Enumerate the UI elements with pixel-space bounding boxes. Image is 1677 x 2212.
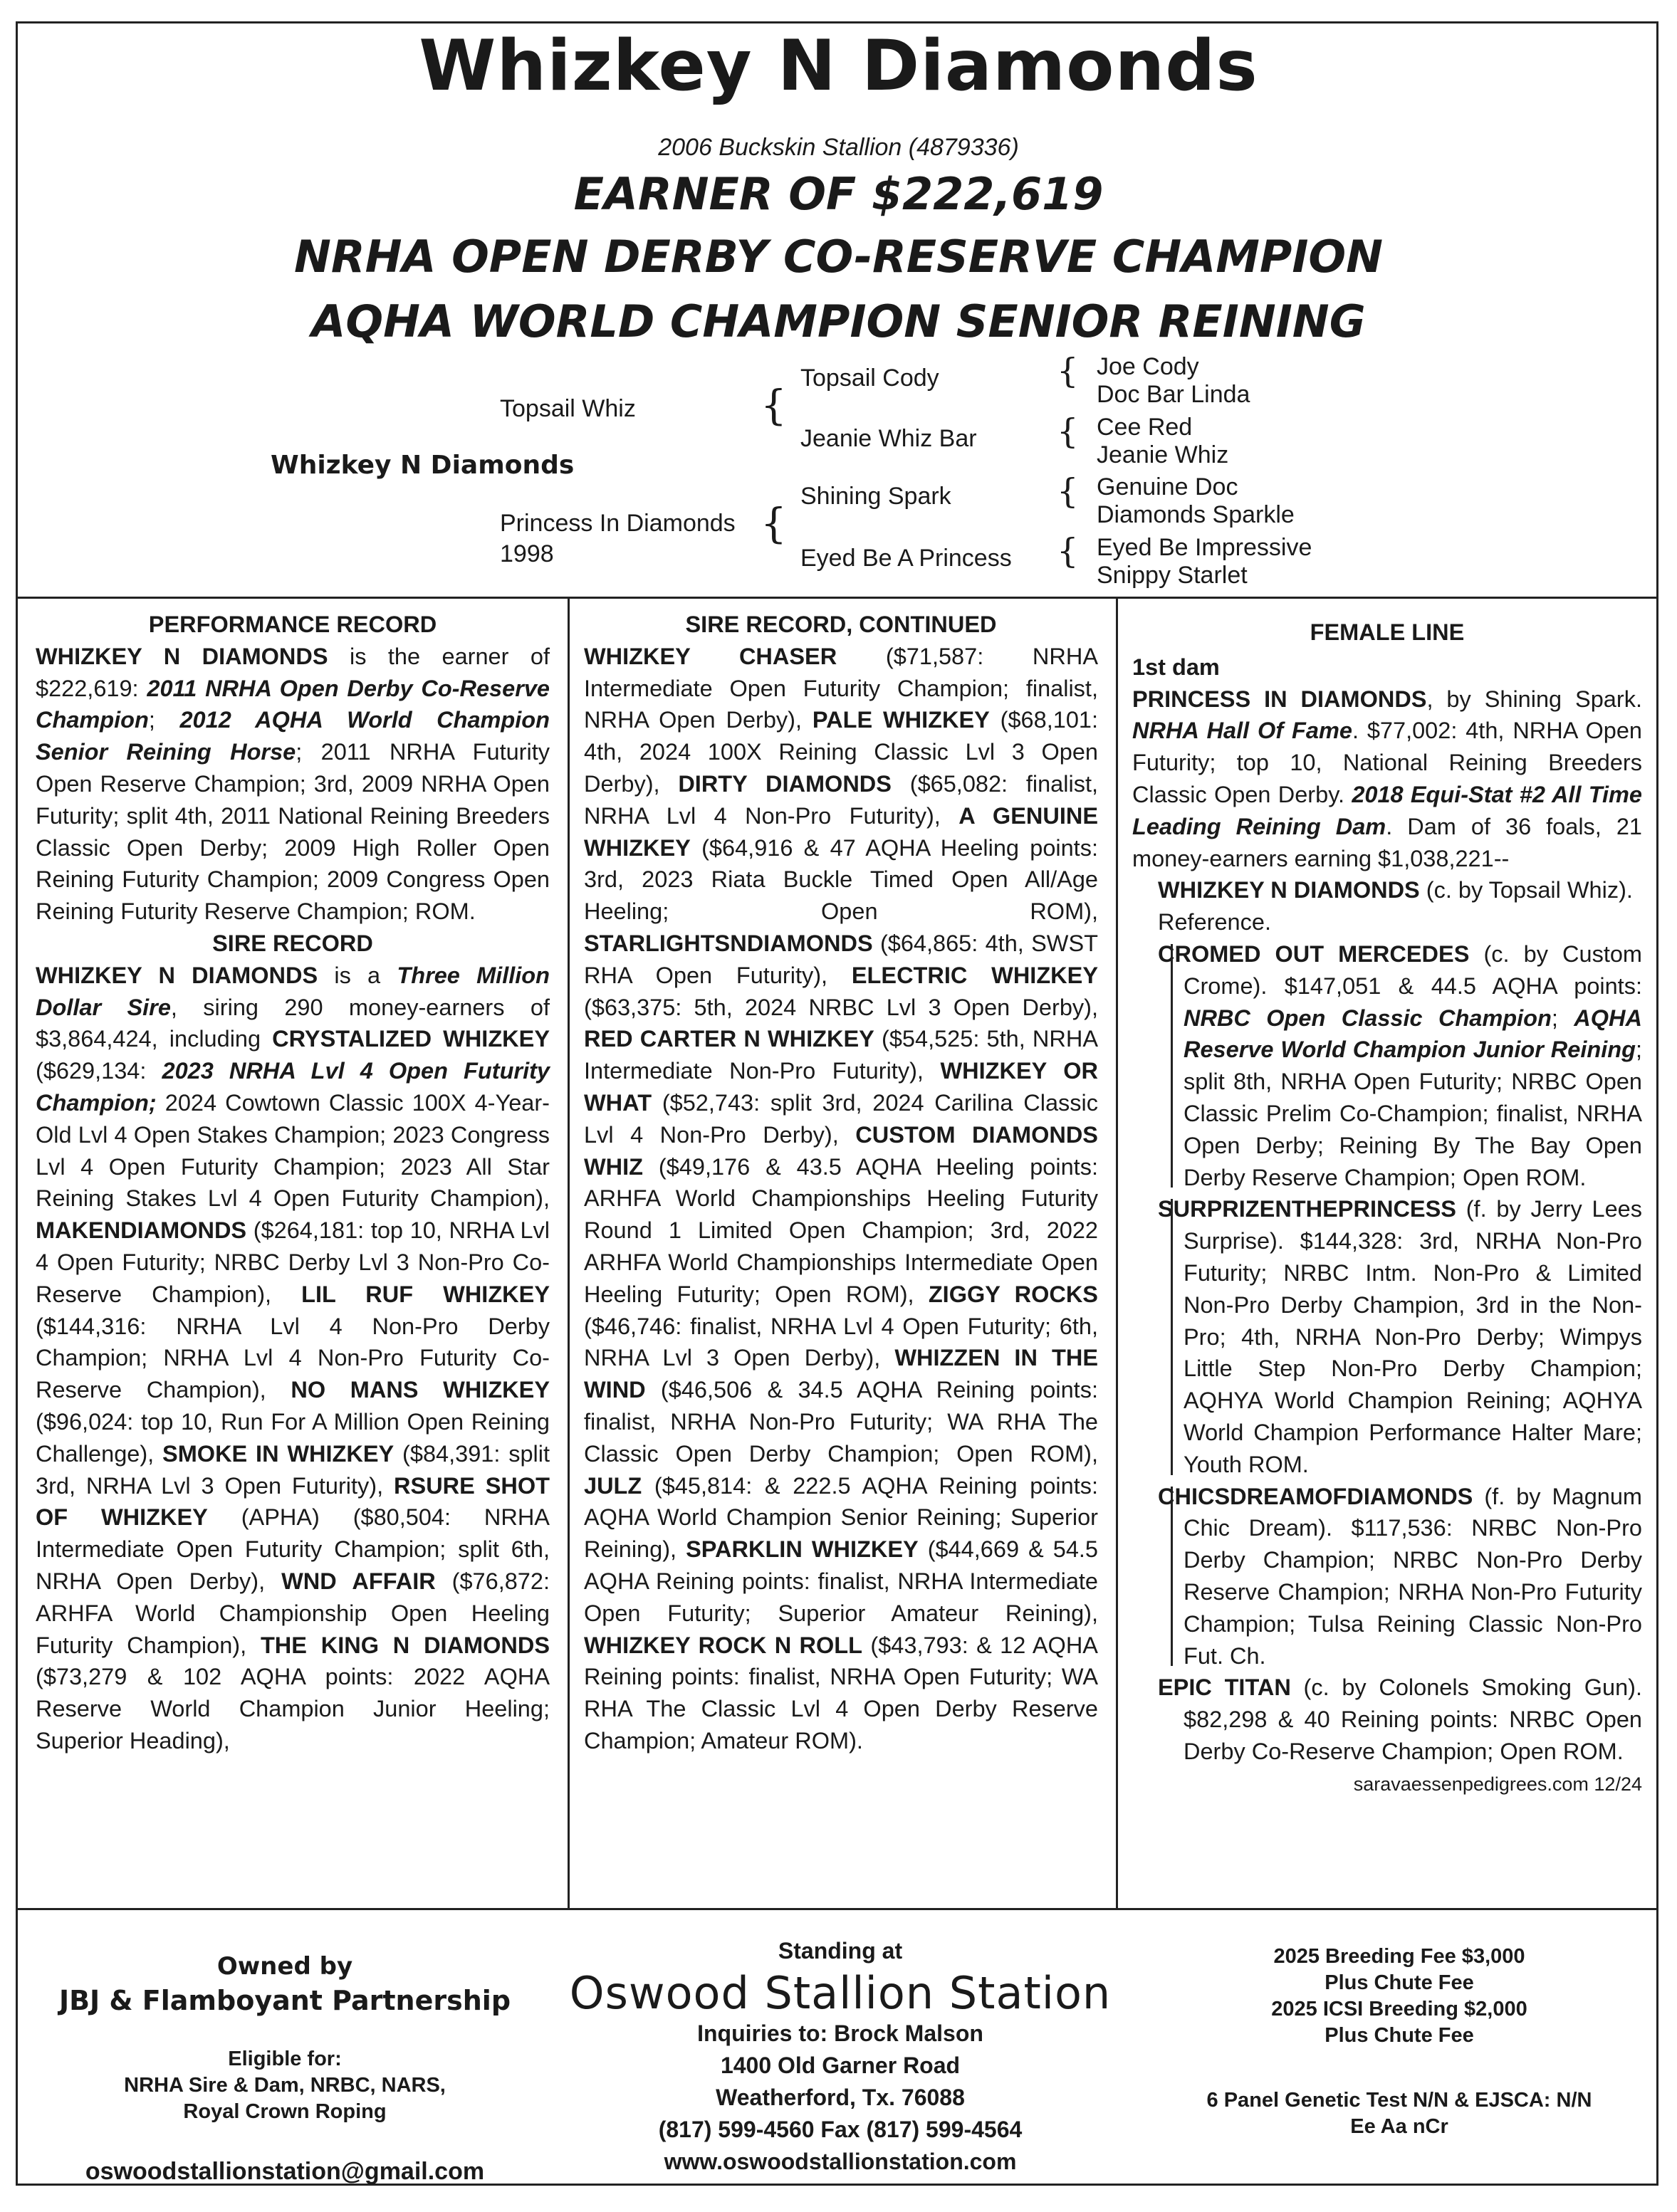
footer-divider	[16, 1908, 1658, 1910]
icsi-fee: 2025 ICSI Breeding $2,000	[1271, 1998, 1527, 2020]
first-dam-label: 1st dam	[1132, 654, 1220, 680]
fee-block	[1139, 1945, 1659, 2139]
breeding-fee-note: Plus Chute Fee	[1325, 1971, 1474, 1994]
offspring-5: EPIC TITAN (c. by Colonels Smoking Gun). $82,298 & 40 Reining points: NRBC Open Derby Co-Reserve Champion; Open ROM.	[1158, 1674, 1642, 1764]
pedigree-dam-sire: Shining Spark	[800, 483, 951, 510]
earnings-headline: EARNER OF $222,619	[573, 168, 1104, 220]
pedigree-credit: saravaessenpedigrees.com 12/24	[1353, 1773, 1642, 1795]
horse-description: 2006 Buckskin Stallion (4879336)	[658, 134, 1019, 161]
sire-record-heading: SIRE RECORD	[212, 930, 373, 956]
pedigree-dam: Princess In Diamonds	[500, 510, 736, 537]
header-divider	[16, 597, 1658, 599]
station-address-1: 1400 Old Garner Road	[720, 2053, 961, 2078]
sire-continued-text: WHIZKEY CHASER ($71,587: NRHA Intermediate Open Futurity Champion; finalist, NRHA Open Derby), PALE WHIZKEY ($68,101: 4th, 2024 100X Reining Classic Lvl 3 Open Derby), DIRTY DIAMONDS ($65,082: finalist, NRHA Lvl 4 Non-Pro Futurity), A GENUINE WHIZKEY ($64,916 & 47 AQHA Heeling points: 3rd, 2023 Riata Buckle Timed Open All/Age Heeling; Open ROM), STARLIGHTSNDIAMONDS ($64,865: 4th, SWST RHA Open Futurity), ELECTRIC WHIZKEY ($63,375: 5th, 2024 NRBC Lvl 3 Open Derby), RED CARTER N WHIZKEY ($54,525: 5th, NRHA Intermediate Non-Pro Futurity), WHIZKEY OR WHAT ($52,743: split 3rd, 2024 Carilina Classic Lvl 4 Non-Pro Derby), CUSTOM DIAMONDS WHIZ ($49,176 & 43.5 AQHA Heeling points: ARHFA World Championships Heeling Futurity Round 1 Limited Open Champion; 3rd, 2022 ARHFA World Championships Intermediate Open Heeling Futurity; Open ROM), ZIGGY ROCKS ($46,746: finalist, NRHA Lvl 4 Open Futurity; 6th, NRHA Lvl 3 Open Derby), WHIZZEN IN THE WIND ($46,506 & 34.5 AQHA Reining points: finalist, NRHA Non-Pro Futurity; WA RHA The Classic Open Derby Champion; Open ROM), JULZ ($45,814: & 222.5 AQHA Reining points: AQHA World Champion Senior Reining; Superior Reining), SPARKLIN WHIZKEY ($44,669 & 54.5 AQHA Reining points: finalist, NRHA Intermediate Open Futurity; Superior Amateur Reining), WHIZKEY ROCK N ROLL ($43,793: & 12 AQHA Reining points: finalist, NRHA Open Futurity; WA RHA The Classic Lvl 4 Open Derby Reserve Champion; Amateur ROM).	[584, 643, 1099, 1754]
sire-record-text: WHIZKEY N DIAMONDS is a Three Million Dollar Sire, siring 290 money-earners of $3,864,424, including CRYSTALIZED WHIZKEY ($629,134: 2023 NRHA Lvl 4 Open Futurity Champion; 2024 Cowtown Classic 100X 4-Year-Old Lvl 4 Open Stakes Champion; 2023 Congress Lvl 4 Open Futurity Champion; 2023 All Star Reining Stakes Lvl 4 Open Futurity Champion), MAKENDIAMONDS ($264,181: top 10, NRHA Lvl 4 Open Futurity; NRBC Derby Lvl 3 Non-Pro Co-Reserve Champion), LIL RUF WHIZKEY ($144,316: NRHA Lvl 4 Non-Pro Derby Champion; NRHA Lvl 4 Non-Pro Futurity Co-Reserve Champion), NO MANS WHIZKEY ($96,024: top 10, Run For A Million Open Reining Challenge), SMOKE IN WHIZKEY ($84,391: split 3rd, NRHA Lvl 3 Open Futurity), RSURE SHOT OF WHIZKEY (APHA) ($80,504: NRHA Intermediate Open Futurity Champion; split 6th, NRHA Open Derby), WND AFFAIR ($76,872: ARHFA World Championship Open Heeling Futurity Champion), THE KING N DIAMONDS ($73,279 & 102 AQHA points: 2022 AQHA Reserve World Champion Junior Heeling; Superior Heading),	[36, 962, 550, 1754]
pedigree-brace-sire: {	[761, 381, 787, 429]
standing-at-label: Standing at	[778, 1938, 903, 1964]
pedigree-g6: Diamonds Sparkle	[1097, 501, 1295, 528]
pedigree-sire-dam: Jeanie Whiz Bar	[800, 425, 977, 452]
pedigree-g8: Snippy Starlet	[1097, 562, 1248, 589]
station-phone: (817) 599-4560 Fax (817) 599-4564	[658, 2117, 1023, 2142]
pedigree-g3: Cee Red	[1097, 414, 1193, 441]
pedigree-sire: Topsail Whiz	[500, 395, 636, 422]
owner-name: JBJ & Flamboyant Partnership	[58, 1985, 511, 2016]
sire-continued-column	[584, 609, 1098, 1757]
station-name: Oswood Stallion Station	[569, 1967, 1112, 2019]
pedigree-dam-dam: Eyed Be A Princess	[800, 545, 1012, 572]
pedigree-brace-g3: {	[1057, 471, 1079, 511]
owned-by-label: Owned by	[216, 1952, 353, 1981]
female-line-column	[1132, 617, 1642, 1798]
pedigree-sire-sire: Topsail Cody	[800, 365, 939, 392]
breeding-fee: 2025 Breeding Fee $3,000	[1273, 1945, 1525, 1968]
derby-headline: NRHA OPEN DERBY CO-RESERVE CHAMPION	[294, 231, 1383, 283]
first-dam-text: PRINCESS IN DIAMONDS, by Shining Spark. NRHA Hall Of Fame. $77,002: 4th, NRHA Open Futurity; top 10, National Reining Breeders Classic Open Derby. 2018 Equi-Stat #2 All Time Leading Reining Dam. Dam of 36 foals, 21 money-earners earning $1,038,221--	[1132, 686, 1643, 871]
station-website[interactable]: www.oswoodstallionstation.com	[664, 2149, 1017, 2174]
pedigree-brace-g1: {	[1057, 351, 1079, 391]
offspring-3-rule	[1171, 1199, 1173, 1474]
pedigree-g7: Eyed Be Impressive	[1097, 534, 1312, 561]
performance-heading: PERFORMANCE RECORD	[148, 612, 437, 637]
eligible-line-2: Royal Crown Roping	[183, 2100, 387, 2123]
column-divider-2	[1116, 597, 1118, 1908]
pedigree-g2: Doc Bar Linda	[1097, 381, 1250, 408]
offspring-4: CHICSDREAMOFDIAMONDS (f. by Magnum Chic Dream). $117,536: NRBC Non-Pro Derby Champion; NRBC Non-Pro Derby Reserve Champion; NRHA Non-Pro Futurity Champion; Tulsa Reining Classic Non-Pro Fut. Ch.	[1158, 1483, 1642, 1669]
world-champion-headline: AQHA WORLD CHAMPION SENIOR REINING	[311, 295, 1366, 347]
pedigree-subject: Whizkey N Diamonds	[271, 451, 575, 480]
offspring-3: SURPRIZENTHEPRINCESS (f. by Jerry Lees Surprise). $144,328: 3rd, NRHA Non-Pro Futurity; NRBC Intm. Non-Pro & Limited Non-Pro Derby Champion, 3rd in the Non-Pro; 4th, NRHA Non-Pro Derby; Wimpys Little Step Non-Pro Derby Champion; AQHYA World Champion Reining; AQHYA World Champion Performance Halter Mare; Youth ROM.	[1158, 1196, 1642, 1477]
pedigree-g1: Joe Cody	[1097, 353, 1199, 380]
offspring-4-rule	[1171, 1487, 1173, 1667]
owner-email[interactable]: oswoodstallionstation@gmail.com	[85, 2158, 485, 2185]
sire-continued-heading: SIRE RECORD, CONTINUED	[685, 612, 997, 637]
pedigree-brace-g4: {	[1057, 531, 1079, 571]
performance-column	[36, 609, 550, 1757]
offspring-2: CROMED OUT MERCEDES (c. by Custom Crome). $147,051 & 44.5 AQHA points: NRBC Open Classic Champion; AQHA Reserve World Champion Junior Reining; split 8th, NRHA Open Futurity; NRBC Open Classic Prelim Co-Champion; finalist, NRHA Open Derby; Reining By The Bay Open Derby Reserve Champion; Open ROM.	[1158, 940, 1643, 1190]
column-divider-1	[568, 597, 570, 1908]
standing-block	[527, 1938, 1154, 2175]
genetic-test: 6 Panel Genetic Test N/N & EJSCA: N/N	[1206, 2089, 1592, 2112]
pedigree-g4: Jeanie Whiz	[1097, 441, 1229, 468]
station-address-2: Weatherford, Tx. 76088	[716, 2085, 965, 2110]
eligible-line-1: NRHA Sire & Dam, NRBC, NARS,	[124, 2074, 446, 2097]
performance-text: WHIZKEY N DIAMONDS is the earner of $222,619: 2011 NRHA Open Derby Co-Reserve Champion; 2012 AQHA World Champion Senior Reining Horse; 2011 NRHA Futurity Open Reserve Champion; 3rd, 2009 NRHA Open Futurity; split 4th, 2011 National Reining Breeders Classic Open Derby; 2009 High Roller Open Reining Futurity Champion; 2009 Congress Open Reining Futurity Reserve Champion; ROM.	[36, 643, 550, 925]
offspring-1: WHIZKEY N DIAMONDS (c. by Topsail Whiz). Reference.	[1158, 877, 1633, 935]
page-title: Whizkey N Diamonds	[419, 26, 1258, 107]
female-line-heading: FEMALE LINE	[1310, 619, 1465, 645]
inquiries-contact: Inquiries to: Brock Malson	[697, 2020, 983, 2046]
pedigree-brace-g2: {	[1057, 412, 1079, 451]
icsi-fee-note: Plus Chute Fee	[1325, 2024, 1474, 2047]
color-genetics: Ee Aa nCr	[1350, 2115, 1448, 2138]
pedigree-brace-dam: {	[761, 499, 787, 547]
pedigree-dam-year: 1998	[500, 540, 554, 567]
offspring-2-rule	[1171, 944, 1173, 1188]
owner-block	[43, 1952, 527, 2186]
eligible-label: Eligible for:	[228, 2048, 342, 2070]
pedigree-g5: Genuine Doc	[1097, 473, 1238, 500]
